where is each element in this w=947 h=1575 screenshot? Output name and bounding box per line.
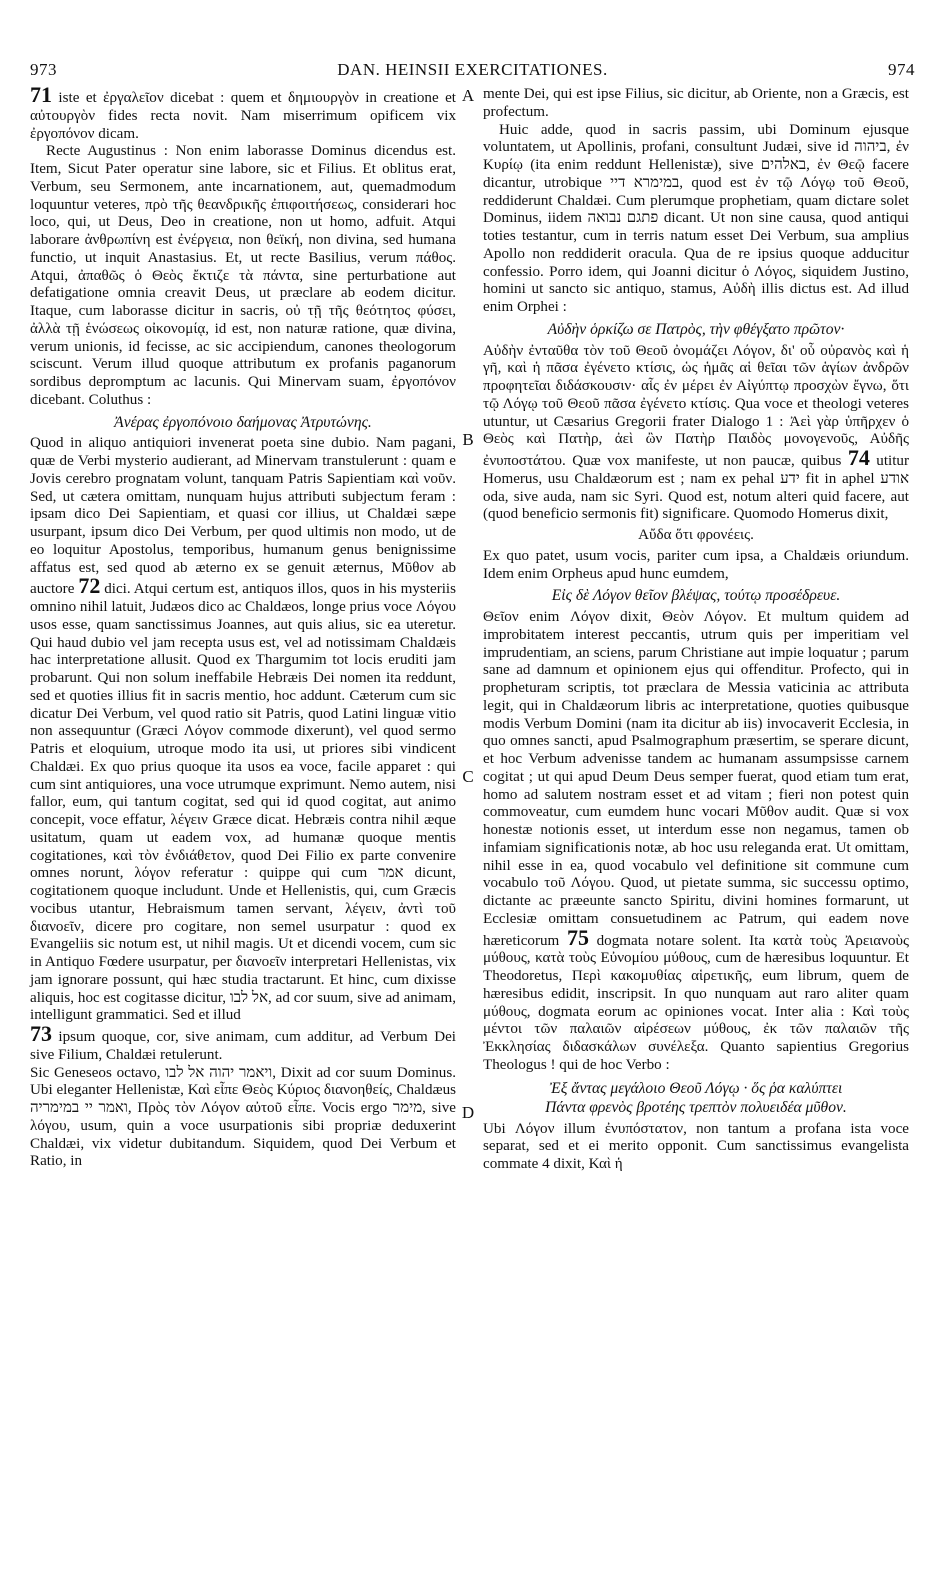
page-number-left: 973 bbox=[30, 60, 57, 79]
paragraph bbox=[30, 82, 456, 143]
verse-quote: Αὐδὴν ὁρκίζω σε Πατρὸς, τὴν φθέγξατο πρῶτον· bbox=[547, 320, 845, 338]
margin-letter-c: C bbox=[462, 767, 474, 786]
paragraph bbox=[30, 435, 456, 1025]
paragraph bbox=[30, 1021, 456, 1065]
paragraph-text: utitur Homerus, usu Chaldæorum est ; nam ex pehal ידע fit in aphel אודע oda, sive auda, nam sic Syri. Quod est, notum alteri quid facere, aut (quod beneficio sermonis fit) significare. Quomodo Homerus dixit, bbox=[483, 453, 910, 523]
section-number: 74 bbox=[847, 445, 870, 470]
section-number: 73 bbox=[30, 1021, 52, 1046]
verse-quote: Εἰς δὲ Λόγον θεῖον βλέψας, τούτῳ προσέδρευε. bbox=[551, 587, 841, 605]
paragraph-text: Quod in aliquo antiquiori invenerat poeta sine dubio. Nam pagani, quæ de Verbi mysterio audierant, ad Minervam transtulerunt : quam e Jovis cerebro prognatam volunt, tanquam Patris Sapientiam καὶ νοῦν. Sed, ut cætera omittam, nunquam hujus attributi subjectum feram : ipsam dico Dei Sapientiam, et quasi cor illius, ut Chaldæi sæpe usurpant, ipsum dico Dei Verbum, per quod ultimis non modo, ut de eo loquitur Apostolus, temporibus, humanum genus benignissime affatus est, sed quod ab æterno ex se genuit æternus, Μῦθον ab auctore bbox=[30, 435, 456, 598]
paragraph: Recte Augustinus : Non enim laborasse Dominus dicendus est. Item, Sicut Pater operatur sine labore, sic et Filius. Et oblitus erat, Verbum, seu Sermonem, ante incarnationem, aut, quemadmodum loquuntur veteres, πρὸ τῆς θεανδρικῆς ἐπιφοιτήσεως, considerari hoc loco, qui, ut Deus, Deo in creatione, non ut homo, adfuit. Atqui laborare ἀνθρωπίνη est ἐνέργεια, non θεϊκή, non divina, sed humana functio, ut inquit Anastasius. Et, ut recte Basilius, verum πάθος. Atqui, ἀπαθῶς ὁ Θεὸς ἔκτιζε τὰ πάντα, sine perturbatione aut defatigatione omnia creavit Deus, ut præclare ab eodem dicitur. Itaque, cum laborasse dicitur in sacris, οὐ τῇ τῆς θεότητος φύσει, ἀλλὰ τῇ ἑνώσεως οἰκονομίᾳ, id est, non naturæ ratione, quæ divina, verum unionis, id fecisse, ac sic accipiendum, canones theologorum sciscunt. Verum illud quoque attributum ex profanis paganorum sordibus depromptum ac lacunis. Qui Minervam suam, ἐργοπόνον dicebant. Coluthus : bbox=[30, 143, 456, 408]
paragraph-text: dogmata notare solent. Ita κατὰ τοὺς Ἀρειανοὺς μύθους, κατὰ τοὺς Εὐνομίου μύθους, cum de hæresibus loquuntur. Et Theodoretus, Περὶ κακομυθίας αἱρετικῆς, eum librum, quem de hæresibus edidit, inscripsit. In quo nunquam aut raro aliter quam μύθους, dogmata eorum ac opiniones vocat. Inter alia : Καὶ τοὺς μέντοι τῶν παλαιῶν αἱρέσεων μύθους, ἐκ τῶν παλαιῶν τῆς Ἐκκλησίας διδασκάλων συνέλεξα. Quanto sapientius Gregorius Theologus ! qui de hoc Verbo : bbox=[483, 932, 909, 1073]
margin-letter-b: B bbox=[462, 430, 474, 449]
paragraph: Ex quo patet, usum vocis, pariter cum ipsa, a Chaldæis oriundum. Idem enim Orpheus apud hunc eumdem, bbox=[483, 547, 909, 582]
running-title: DAN. HEINSII EXERCITATIONES. bbox=[337, 60, 608, 79]
page-number-right: 974 bbox=[888, 60, 915, 79]
right-column bbox=[483, 86, 909, 1174]
paragraph: Huic adde, quod in sacris passim, ubi Dominum ejusque voluntatem, ut Apollinis, profani, consultunt Judæi, sive id ביהוה, ἐν Κυρίῳ (ita enim reddunt Hellenistæ), sive באלהים, ἐν Θεῷ facere dicantur, utrobique במימרא דיי, quod est ἐν τῷ Λόγῳ τοῦ Θεοῦ, reddiderunt Chaldæi. Cum plerumque prophetiam, quam dictare solet Dominus, iidem פתגם נבואה dicant. Ut non sine causa, quod antiqui toties testantur, cum in terris natum esset Dei Verbum, sua amplius Apollo non reddiderit oracula. Qua de re ipsius quoque adducitur confessio. Porro idem, qui Joanni dicitur ὁ Λόγος, siquidem Justino, homini ut sancto sic antiquo, stamus, Αὐδὴ illis dictus est. Ad illud enim Orphei : bbox=[483, 121, 910, 315]
paragraph-text: dici. Atqui certum est, antiquos illos, quos in his mysteriis omnino nihil latuit, Judæos dico ac Chaldæos, longe prius voce Λόγου usos esse, quam sanctissimus Joannes, aut quis alius, sic ea uteretur. Qui haud dubio vel jam recepta usus est, vel ad notissimam Chaldæis hac interpretatione allusit. Quod ex Thargumim tot locis eruditi jam probarunt. Qui non solum ineffabile Hebræis Dei nomen ita reddunt, sed et quoties illius fit in sacris mentio, hoc addunt. Cæterum cum sic dicatur Dei Verbum, vel quod ratio sit Patris, quod Latini linguæ vitio non assequuntur (Græci Λόγον commode dixerunt), vel quod sermo Patris et eloquium, utroque modo ita usi, ut priores sibi vindicent Chaldæi. Ex quo prius quoque ita usos ea voce, facile apparet : qui cum sint antiquiores, una voce utrumque exprimunt. Nemo autem, nisi fallor, eum, qui tantum cogitat, sed qui id quod cogitat, aut animo concepit, voce effatur, λέγειν Græce dicat. Hebræis contra nihil æque usitatum, quam ut eadem vox, ad humanæ quoque mentis cogitationes, καὶ τὸν ἐνδιάθετον, quod Dei Filio ex parte convenire omnes norunt, λόγον referatur : quippe qui cum אמר dicunt, cogitationem quoque includunt. Unde et Hellenistis, qui, cum Græcis vocibus utantur, Hebraismum tamen servant, λέγειν, ἀντὶ τοῦ διανοεῖν, dicere pro cogitare, non semel usurpatur : quod ex Evangeliis sic notum est, ut nihil magis. Ut et dicendi vocem, cum sic in Antiquo Fœdere usurpatur, per διανοεῖν interpretari Hellenistas, vix jam ignorare possunt, qui hæc studia tractarunt. Et hinc, cum dixisse aliquis, hoc est cogitasse dicitur, אל לבו, ad cor suum, sive ad animam, intelligunt grammatici. Sed et illud bbox=[30, 581, 456, 1024]
paragraph-text: iste et ἐργαλεῖον dicebat : quem et δημιουργὸν in creatione et αὐτουργὸν fides recta novit. Nam miserrimum opificem vix ἐργοπόνον dicam. bbox=[30, 90, 456, 142]
section-number: 71 bbox=[30, 82, 52, 107]
paragraph: mente Dei, qui est ipse Filius, sic dicitur, ab Oriente, non a Græcis, est profectum. bbox=[483, 86, 909, 120]
verse-line: Πάντα φρενὸς βροτέης τρεπτὸν πολυειδέα μῦθον. bbox=[545, 1098, 847, 1116]
paragraph bbox=[483, 343, 909, 525]
margin-letter-a: A bbox=[461, 86, 475, 105]
verse-line: Ἐξ ἄντας μεγάλοιο Θεοῦ Λόγῳ · ὅς ῥα καλύπτει bbox=[549, 1079, 843, 1097]
paragraph-text: ipsum quoque, cor, sive animam, cum additur, ad Verbum Dei sive Filium, Chaldæi retulerunt. bbox=[30, 1029, 456, 1063]
section-number: 75 bbox=[566, 924, 589, 950]
paragraph: Sic Geneseos octavo, ויאמר יהוה אל לבו, Dixit ad cor suum Dominus. Ubi eleganter Hellenistæ, Καὶ εἶπε Θεὸς Κύριος διανοηθείς, Chaldæus ואמר יי במימריה, Πρὸς τὸν Λόγον αὐτοῦ εἶπε. Vocis ergo מימר, sive λόγου, usum, quin a voce usurpationis sibi propriæ deduxerint Chaldæi, vix videtur dubitandum. Siquidem, quod Dei Verbum et Ratio, in bbox=[30, 1064, 456, 1170]
left-column bbox=[30, 82, 456, 1171]
verse-quote bbox=[483, 1079, 909, 1117]
paragraph bbox=[483, 609, 909, 1075]
running-header bbox=[30, 60, 915, 82]
verse-quote: Ἀνέρας ἐργοπόνοιο δαήμονας Ἀτρυτώνης. bbox=[114, 413, 372, 431]
paragraph: Ubi Λόγον illum ἐνυπόστατον, non tantum a profana ista voce separat, sed et ei merito opponit. Cum sanctissimus evangelista commate 4 dixit, Καὶ ἡ bbox=[483, 1120, 909, 1172]
paragraph-text: Αὐδὴν ἐνταῦθα τὸν τοῦ Θεοῦ ὀνομάζει Λόγον, δι' οὗ οὐρανὸς καὶ ἡ γῆ, καὶ ἡ πᾶσα ἐγένετο κτίσις, ὡς ἡμᾶς αἱ θεῖαι τῶν ἁγίων ἀνδρῶν προφητεῖαι διδάσκουσιν· αἷς ἐν μέρει ἐν Αἰγύπτῳ προσχὼν ἔγνω, ὅτι τῷ Λόγῳ τοῦ Θεοῦ πᾶσα ἐγένετο κτίσις. Qua voce et theologi veteres utuntur, ut Cæsarius Gregorii frater Dialogo 1 : Ἀεὶ γὰρ ὑπῆρχεν ὁ Θεὸς καὶ Πατὴρ, ἀεὶ ὢν Πατὴρ Παιδὸς μονογενοῦς, Αὐδῆς ἐνυποστάτου. Quæ vox manifeste, ut non paucæ, quibus bbox=[483, 342, 909, 469]
paragraph-text: Θεῖον enim Λόγον dixit, Θεὸν Λόγον. Et multum quidem ad improbitatem interest peccantis, utrum quis per imperitiam vel imprudentiam, an sciens, parum Christiane aut impie loquatur ; parum sane ad damnum et opinionem ejus qui offenditur. Profecto, qui in propheturam scriptis, tot præclara de Messia vaticinia ac attributa legit, qui in Chaldæorum libris ac interpretatione, quoties quibusque modis Verbum Domini (nam ita dicitur ab iis) invocaverit Ecclesia, in quo omnes sancti, apud Psalmographum præsertim, se sperare dicunt, et hoc Verbum advenisse tandem ac humanam assumpsisse carnem cogitat ; ut qui apud Deum Deus semper fuerat, quod etiam tum erat, homo ad salutem nostram esset et ad vitam ; fieri non potest quin commoveatur, cum eumdem hunc vocari Μῦθον audit. Quæ si vox honestæ notionis esset, ut interdum esse non negamus, tamen ob infamiam significationis notæ, ab hoc usu releganda erat. Ut omittam, nihil esse in ea, quod vocabulo vel definitione sit commune cum vocabulo τοῦ Λόγου. Quod, ut pietate summa, sic successu optimo, dictante ac præeunte sancto Spiritu, divini homines formarunt, ut Ecclesiæ omittam consuetudinem ac Patrum, qui eadem nove hæreticorum bbox=[483, 609, 909, 949]
verse-quote: Αὔδα ὅτι φρονέεις. bbox=[638, 527, 754, 543]
margin-letter-d: D bbox=[461, 1103, 475, 1122]
section-number: 72 bbox=[78, 573, 101, 599]
